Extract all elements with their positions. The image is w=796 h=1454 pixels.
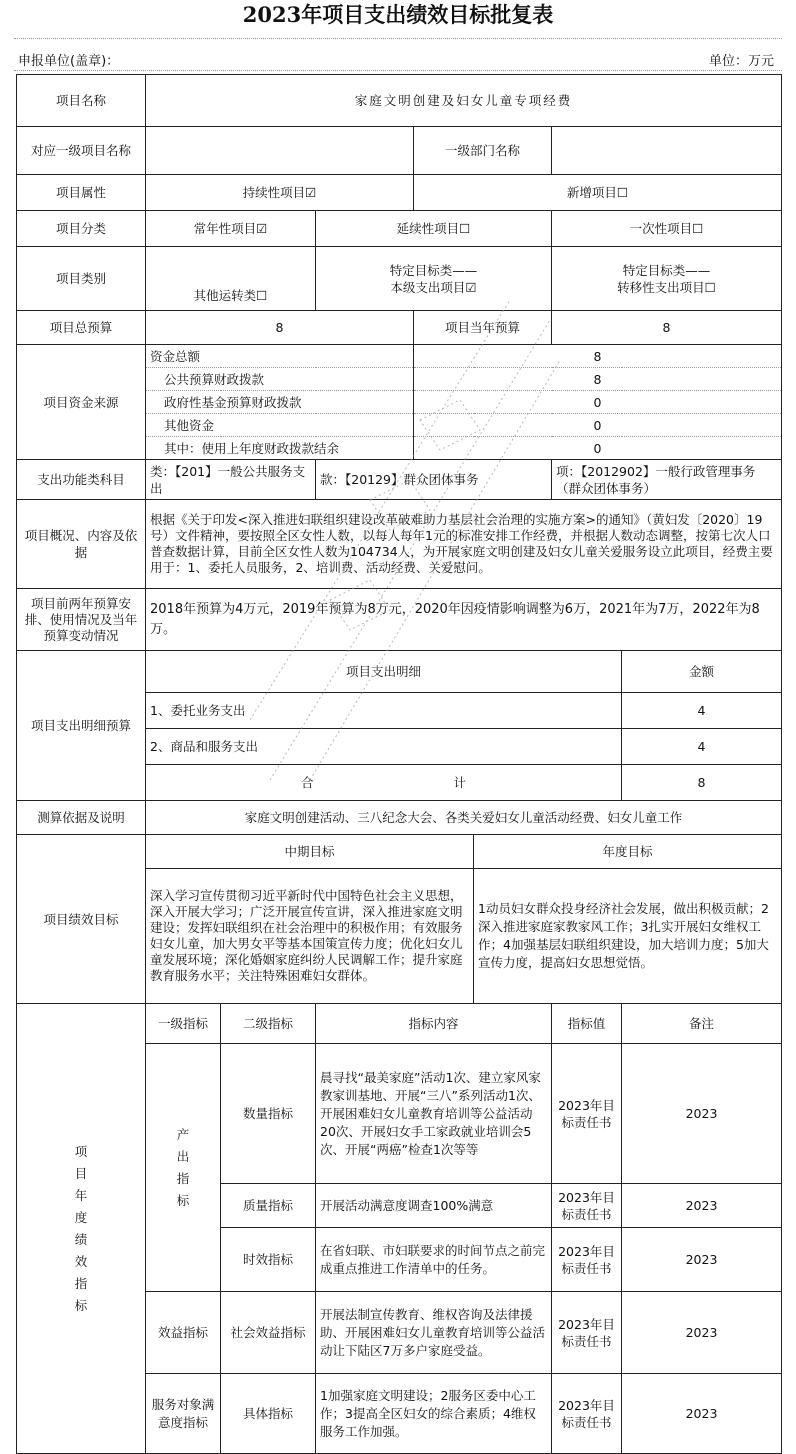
- ind-benefit-label: 效益指标: [146, 1292, 221, 1374]
- detail-total-value: 8: [622, 765, 782, 801]
- total-budget-value: 8: [146, 311, 414, 345]
- ind-level2: 社会效益指标: [221, 1292, 316, 1374]
- goals-year-label: 年度目标: [474, 835, 782, 869]
- total-budget-label: 项目总预算: [17, 311, 146, 345]
- category-special-transfer-line1: 特定目标类——: [622, 262, 711, 278]
- funding-label: 项目资金来源: [17, 345, 146, 460]
- goals-year-text: 1动员妇女群众投身经济社会发展，做出积极贡献；2深入推进家庭家教家风工作；3扎实开展妇女维权工作；4加强基层妇联组织建设，加大培训力度；5加大宣传力度，提高妇女思想觉悟。: [474, 869, 782, 1004]
- category-special-local-line2: 本级支出项目☑: [390, 279, 477, 295]
- attribute-continuing: 持续性项目☑: [146, 175, 414, 211]
- goals-mid-label: 中期目标: [146, 835, 474, 869]
- funding-name: 其中：使用上年度财政拨款结余: [146, 437, 414, 460]
- goals-mid-text: 深入学习宣传贯彻习近平新时代中国特色社会主义思想，深入开展大学习；广泛开展宣传宣讲，深入推进家庭文明建设；发挥妇联组织在社会治理中的积极作用；有效服务妇女儿童，加大男女平等基本国策宣传力度；优化妇女儿童发展环境；深化婚姻家庭纠纷人民调解工作；提升家庭教育服务水平；关注特殊困难妇女群体。: [146, 869, 474, 1004]
- funding-name: 政府性基金预算财政拨款: [146, 391, 414, 414]
- goals-label: 项目绩效目标: [17, 835, 146, 1004]
- ind-value: 2023年目标责任书: [552, 1228, 622, 1292]
- ind-content: 开展活动满意度调查100%满意: [316, 1184, 552, 1228]
- funding-name: 资金总额: [146, 345, 414, 368]
- attribute-new: 新增项目☐: [414, 175, 782, 211]
- header-underline: [14, 70, 782, 71]
- ind-value: 2023年目标责任书: [552, 1184, 622, 1228]
- parent-project-value: [146, 127, 414, 175]
- funding-value: 0: [414, 437, 782, 460]
- function-class-item: 项：【2012902】一般行政管理事务（群众团体事务）: [552, 460, 782, 500]
- funding-value: 8: [414, 345, 782, 368]
- function-class-section: 款：【20129】群众团体事务: [316, 460, 552, 500]
- funding-value: 0: [414, 414, 782, 437]
- row-previous: [17, 589, 782, 651]
- classification-extended: 延续性项目☐: [316, 211, 552, 247]
- ind-output-label-text: 产出指标: [176, 1126, 190, 1208]
- row-function-class: [17, 460, 782, 500]
- dept-name-value: [552, 127, 782, 175]
- category-special-transfer-line2: 转移性支出项目☐: [617, 279, 716, 295]
- year-budget-label: 项目当年预算: [414, 311, 552, 345]
- classification-regular: 常年性项目☑: [146, 211, 316, 247]
- detail-row-amount: 4: [622, 729, 782, 765]
- classification-onetime: 一次性项目☐: [552, 211, 782, 247]
- detail-total-label: [146, 765, 622, 801]
- previous-text: 2018年预算为4万元，2019年预算为8万元，2020年因疫情影响调整为6万，2021年为7万，2022年为8万。: [146, 589, 782, 651]
- detail-row-amount: 4: [622, 693, 782, 729]
- title-underline: [14, 38, 782, 39]
- parent-project-label: 对应一级项目名称: [17, 127, 146, 175]
- funding-name: 其他资金: [146, 414, 414, 437]
- ind-level2: 质量指标: [221, 1184, 316, 1228]
- ind-note: 2023: [622, 1228, 782, 1292]
- ind-header-level1: 一级指标: [146, 1004, 221, 1044]
- ind-header-note: 备注: [622, 1004, 782, 1044]
- ind-satisfaction-label: 服务对象满意度指标: [146, 1374, 221, 1454]
- row-basis: [17, 801, 782, 835]
- category-label: 项目类别: [17, 247, 146, 311]
- project-name-value: 家庭文明创建及妇女儿童专项经费: [146, 75, 782, 127]
- ind-level2: 具体指标: [221, 1374, 316, 1454]
- function-class-label: 支出功能类科目: [17, 460, 146, 500]
- applicant-label: 申报单位(盖章)：: [18, 54, 120, 69]
- dept-name-label: 一级部门名称: [414, 127, 552, 175]
- basis-label: 测算依据及说明: [17, 801, 146, 835]
- detail-row-name: 1、委托业务支出: [146, 693, 622, 729]
- category-special-local: [316, 247, 552, 311]
- detail-label: 项目支出明细预算: [17, 651, 146, 801]
- category-other: 其他运转类☐: [146, 247, 316, 311]
- ind-note: 2023: [622, 1184, 782, 1228]
- funding-value: 8: [414, 368, 782, 391]
- ind-content: 晨寻找“最美家庭”活动1次、建立家风家教家训基地、开展“三八”系列活动1次、开展困难妇女儿童教育培训等公益活动20次、开展妇女手工家政就业培训会5次、开展“两癌”检查1次等等: [316, 1044, 552, 1184]
- page-title: 2023年项目支出绩效目标批复表: [242, 2, 554, 27]
- classification-label: 项目分类: [17, 211, 146, 247]
- ind-content: 1加强家庭文明建设；2服务区委中心工作；3提高全区妇女的综合素质；4维权服务工作加强。: [316, 1374, 552, 1454]
- ind-header-value: 指标值: [552, 1004, 622, 1044]
- funding-value: 0: [414, 391, 782, 414]
- row-attribute: [17, 175, 782, 211]
- ind-content: 在省妇联、市妇联要求的时间节点之前完成重点推进工作清单中的任务。: [316, 1228, 552, 1292]
- overview-text: 根据《关于印发<深入推进妇联组织建设改革破难助力基层社会治理的实施方案>的通知》（黄妇发〔2020〕19号）文件精神，要按照全区女性人数，以每人每年1元的标准安排工作经费，并根据人数动态调整，按第七次人口普查数据计算，目前全区女性人数为104734人，为开展家庭文明创建及妇女儿童关爱服务设立此项目，经费主要用于：1、委托人员服务，2、培训费、活动经费、关爱慰问。: [146, 500, 782, 589]
- detail-total-char-a: 合: [300, 775, 314, 790]
- overview-label: 项目概况、内容及依据: [17, 500, 146, 589]
- ind-output-label: [146, 1044, 221, 1292]
- category-special-local-line1: 特定目标类——: [389, 262, 478, 278]
- ind-level2: 数量指标: [221, 1044, 316, 1184]
- category-special-transfer: [552, 247, 782, 311]
- ind-note: 2023: [622, 1374, 782, 1454]
- ind-value: 2023年目标责任书: [552, 1044, 622, 1184]
- ind-content: 开展法制宣传教育、维权咨询及法律援助、开展困难妇女儿童教育培训等公益活动让下陆区7万多户家庭受益。: [316, 1292, 552, 1374]
- indicators-label: [17, 1004, 146, 1454]
- row-indicators-header: [17, 1004, 782, 1044]
- year-budget-value: 8: [552, 311, 782, 345]
- unit-label: 单位：万元: [708, 54, 774, 69]
- ind-value: 2023年目标责任书: [552, 1292, 622, 1374]
- indicators-label-text: 项目年度绩效指标: [74, 1143, 88, 1313]
- funding-name: 公共预算财政拨款: [146, 368, 414, 391]
- detail-col-amount: 金额: [622, 651, 782, 693]
- function-class-type: 类：【201】一般公共服务支出: [146, 460, 316, 500]
- row-classification: [17, 211, 782, 247]
- row-detail-header: [17, 651, 782, 693]
- previous-label: 项目前两年预算安排、使用情况及当年预算变动情况: [17, 589, 146, 651]
- funding-row: [17, 345, 782, 368]
- ind-level2: 时效指标: [221, 1228, 316, 1292]
- row-overview: [17, 500, 782, 589]
- row-parent-project: [17, 127, 782, 175]
- approval-table: [16, 74, 782, 1454]
- ind-header-content: 指标内容: [316, 1004, 552, 1044]
- ind-note: 2023: [622, 1292, 782, 1374]
- ind-header-level2: 二级指标: [221, 1004, 316, 1044]
- project-name-label: 项目名称: [17, 75, 146, 127]
- detail-col-item: 项目支出明细: [146, 651, 622, 693]
- detail-total-char-b: 计: [453, 775, 467, 790]
- row-budget: [17, 311, 782, 345]
- row-category: [17, 247, 782, 311]
- basis-text: 家庭文明创建活动、三八纪念大会、各类关爱妇女儿童活动经费、妇女儿童工作: [146, 801, 782, 835]
- row-project-name: [17, 75, 782, 127]
- attribute-label: 项目属性: [17, 175, 146, 211]
- ind-value: 2023年目标责任书: [552, 1374, 622, 1454]
- row-goals-header: [17, 835, 782, 869]
- detail-row-name: 2、商品和服务支出: [146, 729, 622, 765]
- ind-note: 2023: [622, 1044, 782, 1184]
